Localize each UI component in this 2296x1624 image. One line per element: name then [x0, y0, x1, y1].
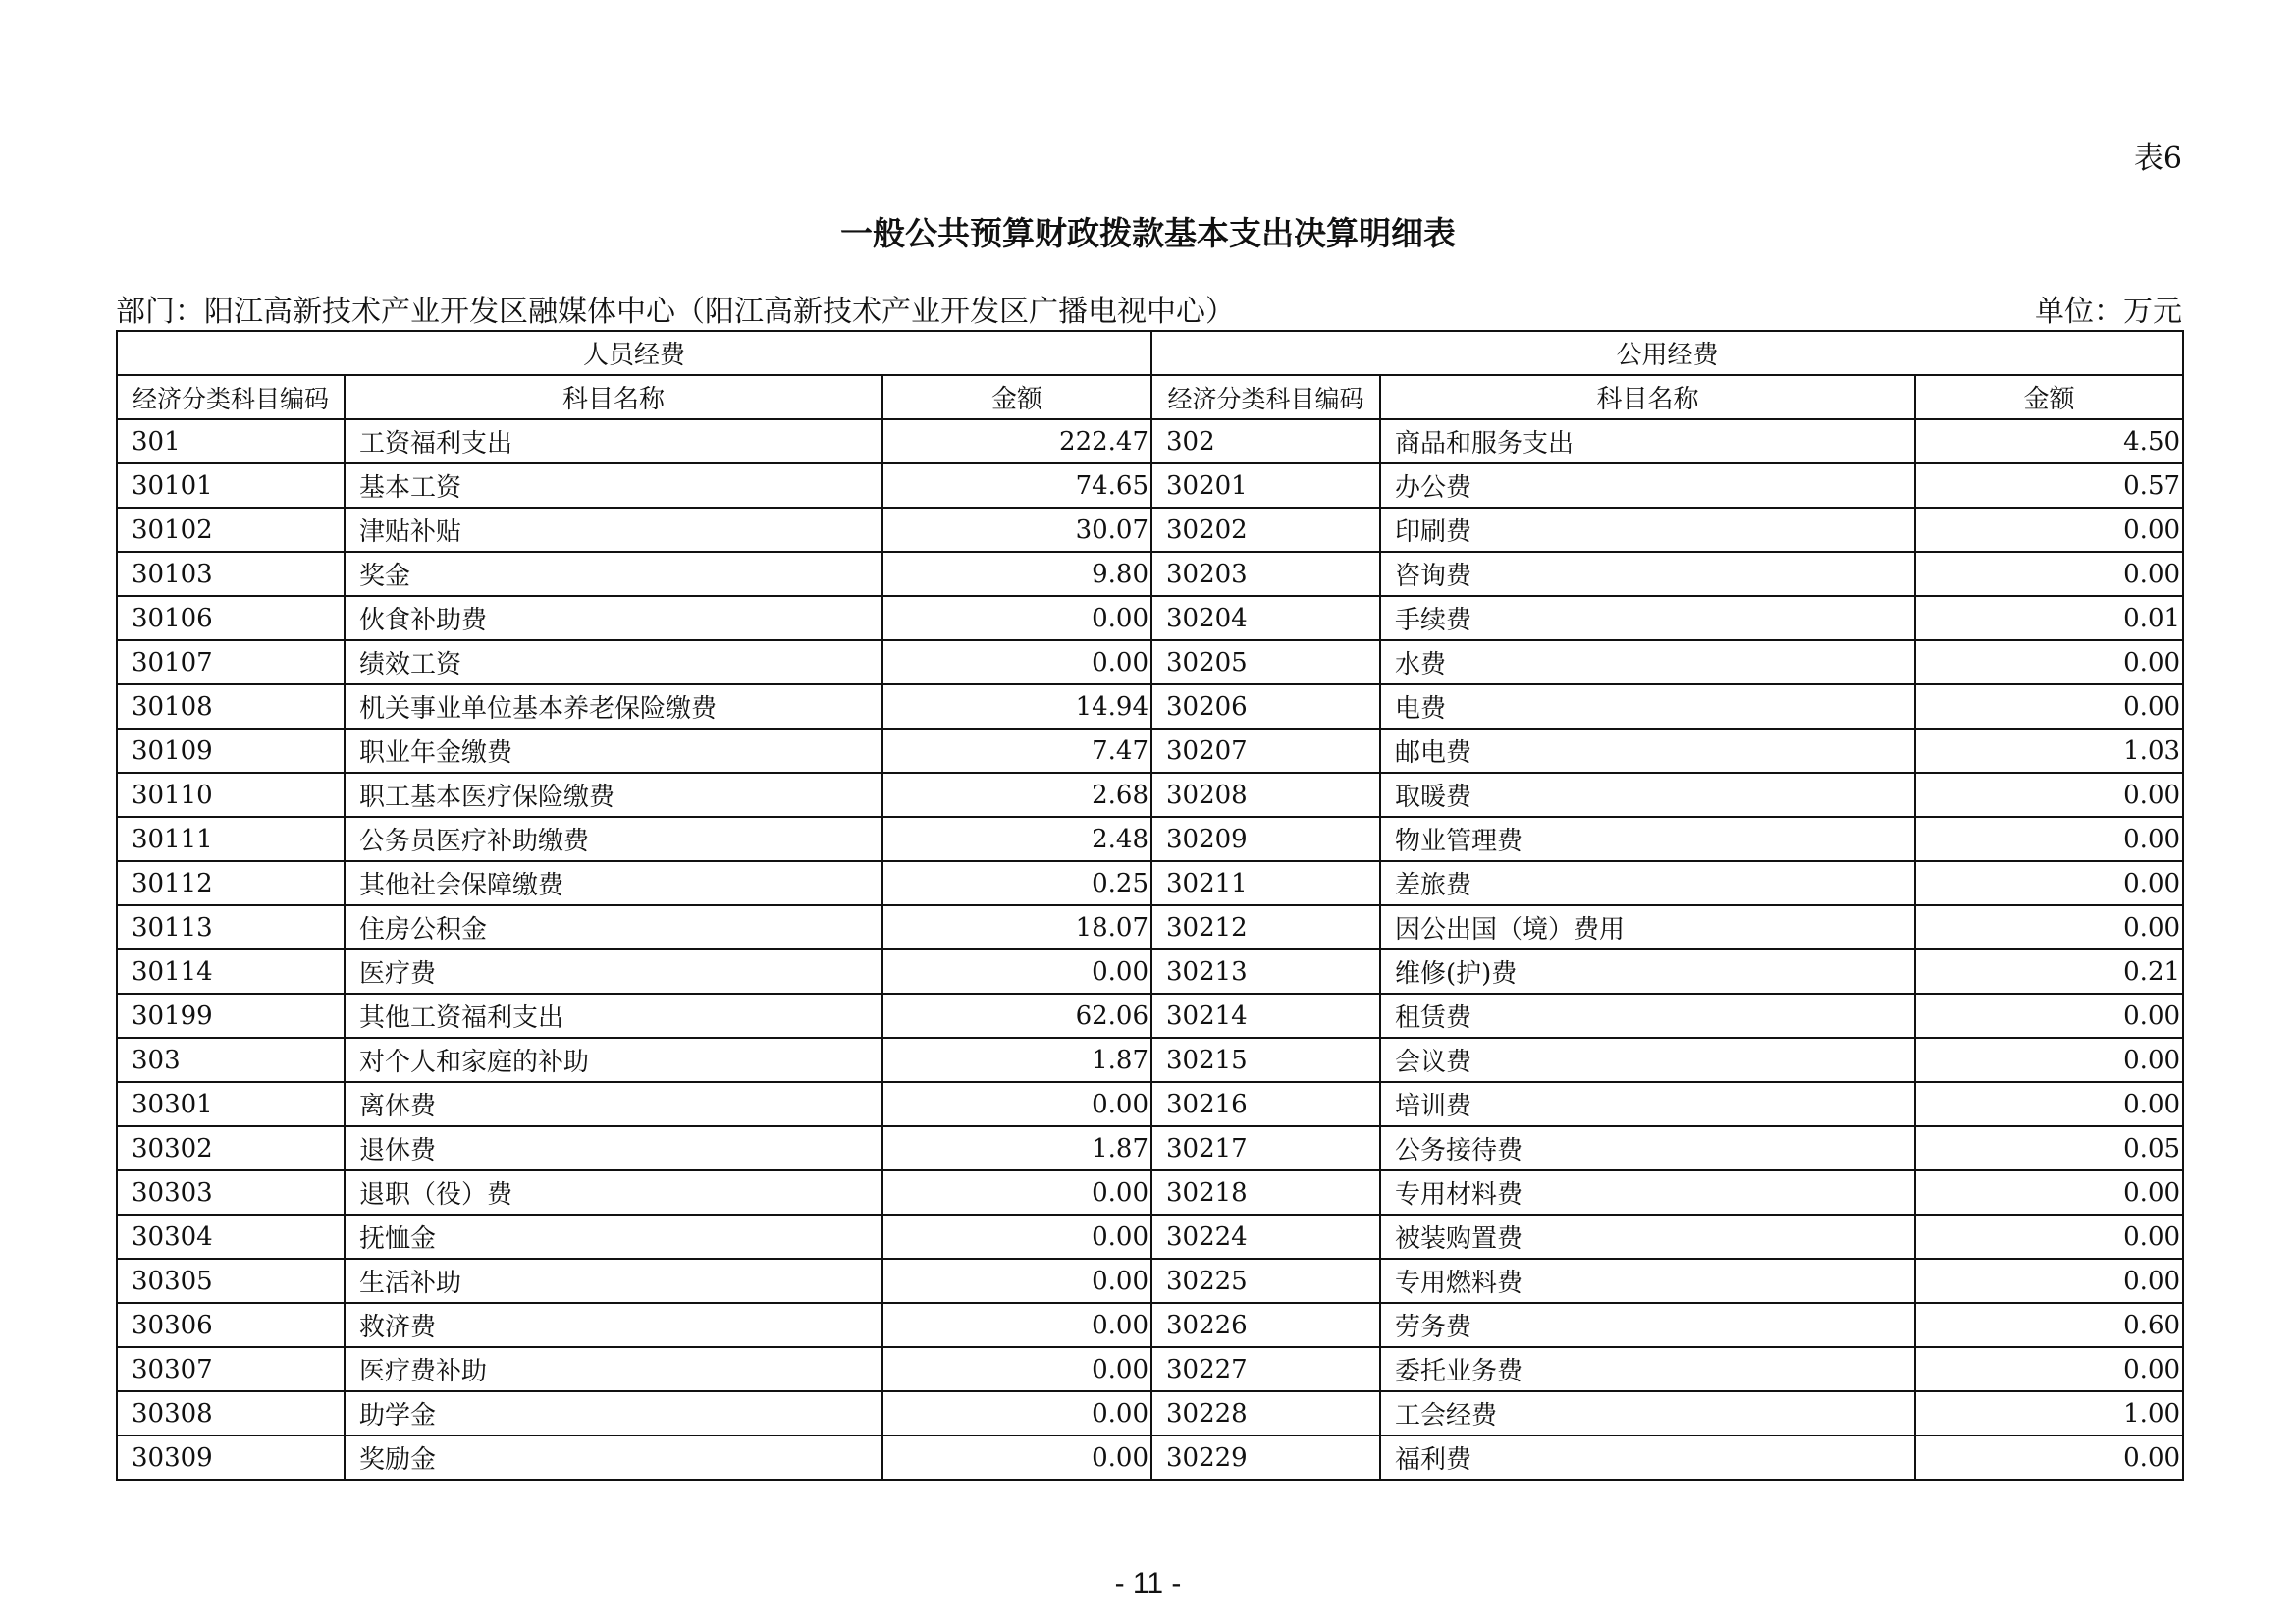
left-code-cell: 30306 [117, 1303, 345, 1347]
left-code-cell: 30102 [117, 508, 345, 552]
right-name-cell: 物业管理费 [1380, 817, 1915, 861]
unit-label: 单位：万元 [2035, 295, 2182, 329]
column-header-row [117, 375, 2183, 419]
right-name-cell: 维修(护)费 [1380, 949, 1915, 994]
table-row [117, 552, 2183, 596]
left-amount-cell: 0.00 [882, 596, 1151, 640]
left-amount-cell: 0.00 [882, 1215, 1151, 1259]
left-amount-cell: 62.06 [882, 994, 1151, 1038]
table-row [117, 508, 2183, 552]
right-name-cell: 劳务费 [1380, 1303, 1915, 1347]
left-amount-cell: 222.47 [882, 419, 1151, 463]
left-code-cell: 30307 [117, 1347, 345, 1391]
right-code-cell: 30224 [1151, 1215, 1380, 1259]
left-amount-cell: 7.47 [882, 729, 1151, 773]
right-amount-cell: 0.00 [1915, 684, 2183, 729]
left-name-cell: 对个人和家庭的补助 [345, 1038, 882, 1082]
right-code-cell: 30206 [1151, 684, 1380, 729]
left-name-cell: 抚恤金 [345, 1215, 882, 1259]
right-name-cell: 福利费 [1380, 1435, 1915, 1480]
left-amount-cell: 0.00 [882, 1435, 1151, 1480]
left-name-cell: 医疗费 [345, 949, 882, 994]
table-row [117, 640, 2183, 684]
col-amount: 金额 [1915, 375, 2183, 419]
right-code-cell: 30225 [1151, 1259, 1380, 1303]
right-code-cell: 30228 [1151, 1391, 1380, 1435]
right-amount-cell: 1.03 [1915, 729, 2183, 773]
table-row [117, 949, 2183, 994]
table-row [117, 596, 2183, 640]
right-name-cell: 咨询费 [1380, 552, 1915, 596]
right-amount-cell: 0.00 [1915, 1170, 2183, 1215]
left-amount-cell: 30.07 [882, 508, 1151, 552]
left-name-cell: 公务员医疗补助缴费 [345, 817, 882, 861]
left-code-cell: 303 [117, 1038, 345, 1082]
expenditure-table [116, 330, 2184, 1481]
right-code-cell: 30205 [1151, 640, 1380, 684]
right-name-cell: 工会经费 [1380, 1391, 1915, 1435]
group-personnel: 人员经费 [117, 331, 1151, 375]
right-amount-cell: 0.00 [1915, 994, 2183, 1038]
left-amount-cell: 0.00 [882, 1303, 1151, 1347]
right-code-cell: 30212 [1151, 905, 1380, 949]
table-row [117, 729, 2183, 773]
left-name-cell: 生活补助 [345, 1259, 882, 1303]
right-amount-cell: 0.00 [1915, 1259, 2183, 1303]
left-code-cell: 30106 [117, 596, 345, 640]
left-code-cell: 30309 [117, 1435, 345, 1480]
right-amount-cell: 4.50 [1915, 419, 2183, 463]
left-name-cell: 奖金 [345, 552, 882, 596]
right-code-cell: 30213 [1151, 949, 1380, 994]
right-code-cell: 30204 [1151, 596, 1380, 640]
left-amount-cell: 0.00 [882, 1391, 1151, 1435]
col-name: 科目名称 [1380, 375, 1915, 419]
right-name-cell: 邮电费 [1380, 729, 1915, 773]
table-row [117, 1435, 2183, 1480]
right-name-cell: 租赁费 [1380, 994, 1915, 1038]
left-code-cell: 30103 [117, 552, 345, 596]
left-code-cell: 30110 [117, 773, 345, 817]
right-code-cell: 30208 [1151, 773, 1380, 817]
left-name-cell: 救济费 [345, 1303, 882, 1347]
left-name-cell: 职业年金缴费 [345, 729, 882, 773]
left-name-cell: 医疗费补助 [345, 1347, 882, 1391]
left-name-cell: 其他工资福利支出 [345, 994, 882, 1038]
table-row [117, 684, 2183, 729]
left-amount-cell: 0.00 [882, 1347, 1151, 1391]
group-public: 公用经费 [1151, 331, 2183, 375]
right-amount-cell: 0.00 [1915, 1215, 2183, 1259]
right-code-cell: 30215 [1151, 1038, 1380, 1082]
right-name-cell: 电费 [1380, 684, 1915, 729]
left-code-cell: 30308 [117, 1391, 345, 1435]
right-name-cell: 会议费 [1380, 1038, 1915, 1082]
left-name-cell: 职工基本医疗保险缴费 [345, 773, 882, 817]
left-name-cell: 机关事业单位基本养老保险缴费 [345, 684, 882, 729]
right-amount-cell: 0.21 [1915, 949, 2183, 994]
right-amount-cell: 1.00 [1915, 1391, 2183, 1435]
left-code-cell: 30304 [117, 1215, 345, 1259]
table-row [117, 419, 2183, 463]
right-name-cell: 公务接待费 [1380, 1126, 1915, 1170]
right-name-cell: 培训费 [1380, 1082, 1915, 1126]
table-row [117, 1391, 2183, 1435]
right-code-cell: 30218 [1151, 1170, 1380, 1215]
right-name-cell: 手续费 [1380, 596, 1915, 640]
table-row [117, 817, 2183, 861]
left-code-cell: 30109 [117, 729, 345, 773]
left-code-cell: 30108 [117, 684, 345, 729]
left-name-cell: 退职（役）费 [345, 1170, 882, 1215]
left-amount-cell: 1.87 [882, 1038, 1151, 1082]
right-code-cell: 30214 [1151, 994, 1380, 1038]
right-name-cell: 办公费 [1380, 463, 1915, 508]
col-code: 经济分类科目编码 [1151, 375, 1380, 419]
left-name-cell: 退休费 [345, 1126, 882, 1170]
left-amount-cell: 2.68 [882, 773, 1151, 817]
table-row [117, 905, 2183, 949]
left-code-cell: 30199 [117, 994, 345, 1038]
right-name-cell: 因公出国（境）费用 [1380, 905, 1915, 949]
left-name-cell: 工资福利支出 [345, 419, 882, 463]
right-code-cell: 30217 [1151, 1126, 1380, 1170]
right-amount-cell: 0.00 [1915, 1082, 2183, 1126]
right-name-cell: 委托业务费 [1380, 1347, 1915, 1391]
table-row [117, 463, 2183, 508]
right-amount-cell: 0.00 [1915, 905, 2183, 949]
left-code-cell: 30303 [117, 1170, 345, 1215]
left-code-cell: 30112 [117, 861, 345, 905]
left-amount-cell: 0.00 [882, 1170, 1151, 1215]
right-amount-cell: 0.00 [1915, 1347, 2183, 1391]
table-row [117, 1126, 2183, 1170]
left-code-cell: 30101 [117, 463, 345, 508]
right-amount-cell: 0.05 [1915, 1126, 2183, 1170]
right-name-cell: 被装购置费 [1380, 1215, 1915, 1259]
right-name-cell: 专用材料费 [1380, 1170, 1915, 1215]
table-row [117, 1215, 2183, 1259]
table-number: 表6 [2133, 141, 2182, 176]
table-row [117, 861, 2183, 905]
left-name-cell: 住房公积金 [345, 905, 882, 949]
left-code-cell: 30107 [117, 640, 345, 684]
table-row [117, 1347, 2183, 1391]
right-name-cell: 差旅费 [1380, 861, 1915, 905]
left-name-cell: 基本工资 [345, 463, 882, 508]
right-amount-cell: 0.00 [1915, 552, 2183, 596]
table-row [117, 1170, 2183, 1215]
right-amount-cell: 0.00 [1915, 508, 2183, 552]
table-row [117, 773, 2183, 817]
left-code-cell: 30111 [117, 817, 345, 861]
left-amount-cell: 0.00 [882, 949, 1151, 994]
left-amount-cell: 1.87 [882, 1126, 1151, 1170]
right-code-cell: 30207 [1151, 729, 1380, 773]
left-name-cell: 津贴补贴 [345, 508, 882, 552]
left-name-cell: 奖励金 [345, 1435, 882, 1480]
right-amount-cell: 0.00 [1915, 773, 2183, 817]
group-header-row [117, 331, 2183, 375]
left-amount-cell: 0.00 [882, 1082, 1151, 1126]
left-amount-cell: 0.00 [882, 1259, 1151, 1303]
col-code: 经济分类科目编码 [117, 375, 345, 419]
left-name-cell: 助学金 [345, 1391, 882, 1435]
table-row [117, 1259, 2183, 1303]
left-code-cell: 30301 [117, 1082, 345, 1126]
left-name-cell: 伙食补助费 [345, 596, 882, 640]
right-code-cell: 30229 [1151, 1435, 1380, 1480]
left-amount-cell: 18.07 [882, 905, 1151, 949]
left-amount-cell: 14.94 [882, 684, 1151, 729]
right-amount-cell: 0.00 [1915, 1435, 2183, 1480]
right-code-cell: 30227 [1151, 1347, 1380, 1391]
left-name-cell: 绩效工资 [345, 640, 882, 684]
right-code-cell: 30202 [1151, 508, 1380, 552]
left-code-cell: 301 [117, 419, 345, 463]
left-code-cell: 30113 [117, 905, 345, 949]
table-row [117, 1303, 2183, 1347]
left-code-cell: 30114 [117, 949, 345, 994]
right-code-cell: 302 [1151, 419, 1380, 463]
right-amount-cell: 0.00 [1915, 1038, 2183, 1082]
right-name-cell: 专用燃料费 [1380, 1259, 1915, 1303]
right-code-cell: 30203 [1151, 552, 1380, 596]
right-amount-cell: 0.57 [1915, 463, 2183, 508]
left-name-cell: 其他社会保障缴费 [345, 861, 882, 905]
col-name: 科目名称 [345, 375, 882, 419]
table-row [117, 1038, 2183, 1082]
table-row [117, 994, 2183, 1038]
department-label: 部门：阳江高新技术产业开发区融媒体中心（阳江高新技术产业开发区广播电视中心） [116, 295, 1235, 329]
right-name-cell: 商品和服务支出 [1380, 419, 1915, 463]
right-name-cell: 印刷费 [1380, 508, 1915, 552]
left-name-cell: 离休费 [345, 1082, 882, 1126]
right-code-cell: 30216 [1151, 1082, 1380, 1126]
left-amount-cell: 74.65 [882, 463, 1151, 508]
right-amount-cell: 0.01 [1915, 596, 2183, 640]
col-amount: 金额 [882, 375, 1151, 419]
left-amount-cell: 9.80 [882, 552, 1151, 596]
right-name-cell: 取暖费 [1380, 773, 1915, 817]
table-row [117, 1082, 2183, 1126]
right-code-cell: 30226 [1151, 1303, 1380, 1347]
left-amount-cell: 0.25 [882, 861, 1151, 905]
right-amount-cell: 0.00 [1915, 640, 2183, 684]
right-code-cell: 30201 [1151, 463, 1380, 508]
left-code-cell: 30302 [117, 1126, 345, 1170]
left-amount-cell: 0.00 [882, 640, 1151, 684]
right-amount-cell: 0.00 [1915, 861, 2183, 905]
right-code-cell: 30211 [1151, 861, 1380, 905]
right-amount-cell: 0.60 [1915, 1303, 2183, 1347]
left-amount-cell: 2.48 [882, 817, 1151, 861]
right-name-cell: 水费 [1380, 640, 1915, 684]
page-number: - 11 - [1114, 1567, 1182, 1599]
right-amount-cell: 0.00 [1915, 817, 2183, 861]
left-code-cell: 30305 [117, 1259, 345, 1303]
right-code-cell: 30209 [1151, 817, 1380, 861]
page-title: 一般公共预算财政拨款基本支出决算明细表 [840, 214, 1456, 252]
